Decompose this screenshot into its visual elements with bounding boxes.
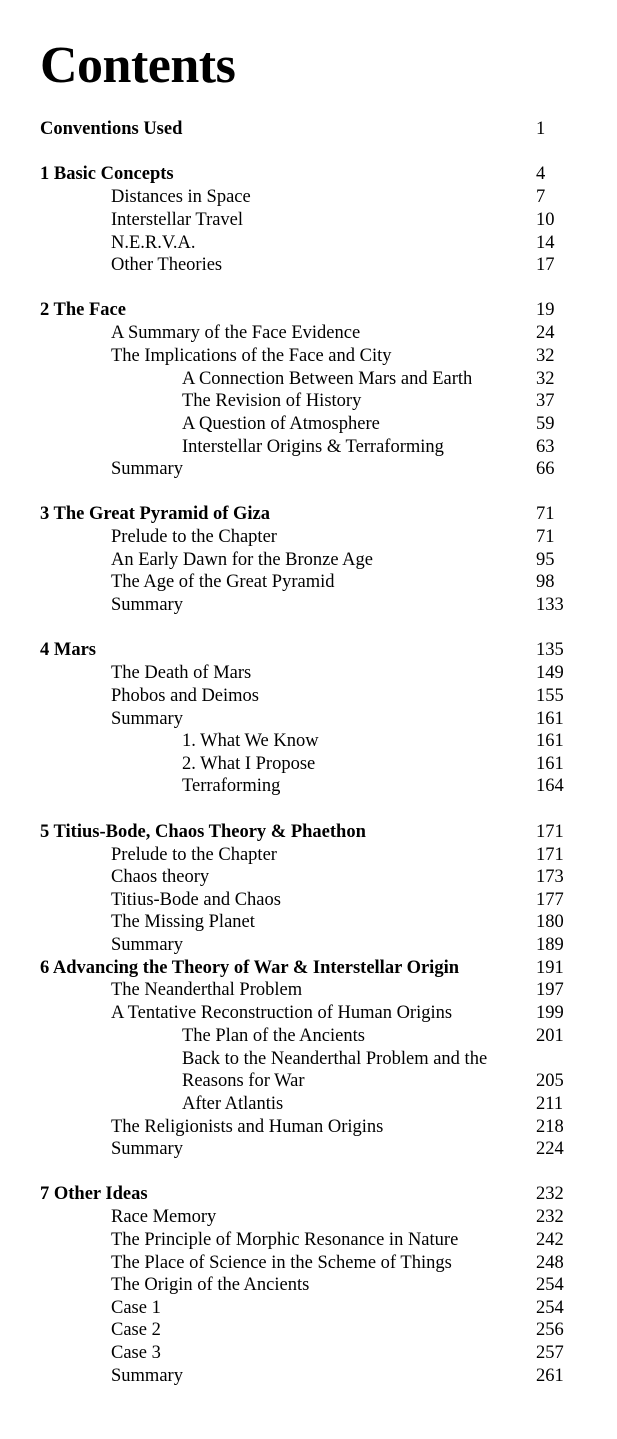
toc-entry-title: 7 Other Ideas <box>40 1184 148 1204</box>
toc-page-number: 256 <box>536 1320 564 1340</box>
toc-entry-row <box>0 254 617 277</box>
toc-entry-row <box>0 753 617 776</box>
toc-entry-row <box>0 1093 617 1116</box>
toc-page-number: 205 <box>536 1071 564 1091</box>
toc-entry-row <box>0 775 617 798</box>
toc-entry-row <box>0 186 617 209</box>
toc-entry-title: After Atlantis <box>182 1094 284 1114</box>
toc-entry-title: Summary <box>111 459 183 479</box>
toc-entry-title: A Connection Between Mars and Earth <box>182 369 473 389</box>
toc-entry-row <box>0 866 617 889</box>
toc-entry-title: 2 The Face <box>40 300 126 320</box>
toc-page-number: 177 <box>536 890 564 910</box>
toc-page-number: 171 <box>536 845 564 865</box>
toc-entry-row <box>0 1229 617 1252</box>
toc-page-number: 71 <box>536 527 555 547</box>
toc-page-number: 218 <box>536 1117 564 1137</box>
toc-page-number: 257 <box>536 1343 564 1363</box>
toc-entry-row <box>0 934 617 957</box>
toc-entry-title: Reasons for War <box>182 1071 305 1091</box>
toc-page-number: 63 <box>536 437 555 457</box>
toc-page-number: 161 <box>536 731 564 751</box>
toc-entry-title: Summary <box>111 1366 183 1386</box>
toc-entry-row <box>0 1297 617 1320</box>
toc-entry-title: The Neanderthal Problem <box>111 980 303 1000</box>
toc-chapter-row <box>0 821 617 844</box>
toc-entry-title: Case 3 <box>111 1343 161 1363</box>
toc-entry-row <box>0 232 617 255</box>
toc-chapter-row <box>0 503 617 526</box>
toc-entry-title: 1. What We Know <box>182 731 319 751</box>
toc-entry-row <box>0 1025 617 1048</box>
toc-page-number: 161 <box>536 709 564 729</box>
toc-entry-title: The Principle of Morphic Resonance in Nature <box>111 1230 459 1250</box>
toc-entry-row <box>0 1048 617 1071</box>
toc-page-number: 254 <box>536 1275 564 1295</box>
toc-entry-title: Interstellar Travel <box>111 210 244 230</box>
toc-entry-row <box>0 1116 617 1139</box>
toc-entry-row <box>0 436 617 459</box>
toc-page-number: 98 <box>536 572 555 592</box>
toc-chapter-row <box>0 1183 617 1206</box>
toc-entry-row <box>0 1070 617 1093</box>
toc-entry-title: Case 2 <box>111 1320 161 1340</box>
toc-page-number: 173 <box>536 867 564 887</box>
toc-page-number: 261 <box>536 1366 564 1386</box>
toc-entry-title: Chaos theory <box>111 867 210 887</box>
toc-entry-title: Prelude to the Chapter <box>111 527 277 547</box>
toc-entry-title: 2. What I Propose <box>182 754 316 774</box>
toc-entry-row <box>0 549 617 572</box>
toc-page-number: 232 <box>536 1207 564 1227</box>
toc-entry-title: 1 Basic Concepts <box>40 164 174 184</box>
toc-entry-row <box>0 368 617 391</box>
toc-entry-row <box>0 571 617 594</box>
toc-page-number: 199 <box>536 1003 564 1023</box>
toc-page-number: 19 <box>536 300 555 320</box>
toc-page-number: 232 <box>536 1184 564 1204</box>
toc-entry-row <box>0 685 617 708</box>
toc-entry-title: The Place of Science in the Scheme of Things <box>111 1253 452 1273</box>
toc-page-number: 191 <box>536 958 564 978</box>
toc-entry-title: The Revision of History <box>182 391 362 411</box>
toc-page-number: 189 <box>536 935 564 955</box>
toc-entry-row <box>0 345 617 368</box>
toc-entry-row <box>0 413 617 436</box>
toc-page-number: 224 <box>536 1139 564 1159</box>
toc-entry-row <box>0 1252 617 1275</box>
toc-entry-title: Distances in Space <box>111 187 251 207</box>
toc-entry-row <box>0 1319 617 1342</box>
toc-entry-row <box>0 979 617 1002</box>
toc-entry-title: The Death of Mars <box>111 663 252 683</box>
toc-page-number: 66 <box>536 459 555 479</box>
toc-page-number: 32 <box>536 369 555 389</box>
toc-entry-row <box>0 889 617 912</box>
toc-entry-title: 3 The Great Pyramid of Giza <box>40 504 271 524</box>
toc-chapter-row <box>0 957 617 980</box>
toc-page-number: 24 <box>536 323 555 343</box>
toc-entry-title: Summary <box>111 595 183 615</box>
page-title: Contents <box>40 37 236 94</box>
toc-page-number: 211 <box>536 1094 564 1114</box>
toc-entry-title: Conventions Used <box>40 119 183 139</box>
toc-page-number: 37 <box>536 391 555 411</box>
toc-entry-row <box>0 1274 617 1297</box>
toc-entry-title: Terraforming <box>182 776 281 796</box>
toc-entry-title: The Religionists and Human Origins <box>111 1117 384 1137</box>
toc-entry-row <box>0 730 617 753</box>
toc-entry-title: 6 Advancing the Theory of War & Interstellar Origin <box>40 958 459 978</box>
toc-entry-title: Back to the Neanderthal Problem and the <box>182 1049 488 1069</box>
toc-page-number: 133 <box>536 595 564 615</box>
toc-entry-row <box>0 458 617 481</box>
toc-page-number: 14 <box>536 233 555 253</box>
toc-entry-title: The Age of the Great Pyramid <box>111 572 335 592</box>
toc-entry-title: Interstellar Origins & Terraforming <box>182 437 444 457</box>
toc-chapter-row <box>0 163 617 186</box>
toc-page-number: 17 <box>536 255 555 275</box>
toc-page-number: 7 <box>536 187 546 207</box>
toc-entry-title: The Plan of the Ancients <box>182 1026 365 1046</box>
toc-page-number: 201 <box>536 1026 564 1046</box>
toc-entry-title: Titius-Bode and Chaos <box>111 890 281 910</box>
toc-chapter-row <box>0 118 617 141</box>
toc-entry-title: Other Theories <box>111 255 223 275</box>
toc-entry-row <box>0 322 617 345</box>
toc-page-number: 155 <box>536 686 564 706</box>
toc-page-number: 10 <box>536 210 555 230</box>
toc-entry-row <box>0 1365 617 1388</box>
toc-entry-title: The Origin of the Ancients <box>111 1275 310 1295</box>
toc-chapter-row <box>0 639 617 662</box>
toc-entry-title: An Early Dawn for the Bronze Age <box>111 550 373 570</box>
toc-entry-row <box>0 1002 617 1025</box>
toc-entry-title: N.E.R.V.A. <box>111 233 196 253</box>
toc-entry-title: A Tentative Reconstruction of Human Origins <box>111 1003 453 1023</box>
toc-entry-row <box>0 1342 617 1365</box>
toc-entry-title: Summary <box>111 1139 183 1159</box>
toc-entry-row <box>0 209 617 232</box>
toc-entry-title: The Missing Planet <box>111 912 255 932</box>
toc-entry-title: Case 1 <box>111 1298 161 1318</box>
toc-page-number: 71 <box>536 504 555 524</box>
toc-page-number: 164 <box>536 776 564 796</box>
toc-chapter-row <box>0 299 617 322</box>
toc-page-number: 197 <box>536 980 564 1000</box>
toc-page-number: 248 <box>536 1253 564 1273</box>
toc-entry-row <box>0 1206 617 1229</box>
toc-entry-row <box>0 844 617 867</box>
toc-entry-title: Race Memory <box>111 1207 217 1227</box>
toc-entry-title: Summary <box>111 935 183 955</box>
toc-entry-title: Summary <box>111 709 183 729</box>
toc-page-number: 161 <box>536 754 564 774</box>
toc-entry-title: 5 Titius-Bode, Chaos Theory & Phaethon <box>40 822 366 842</box>
toc-entry-row <box>0 708 617 731</box>
toc-entry-row <box>0 526 617 549</box>
toc-page-number: 242 <box>536 1230 564 1250</box>
toc-entry-row <box>0 662 617 685</box>
toc-entry-row <box>0 911 617 934</box>
toc-entry-row <box>0 594 617 617</box>
toc-page-number: 254 <box>536 1298 564 1318</box>
toc-entry-title: Phobos and Deimos <box>111 686 259 706</box>
toc-entry-title: The Implications of the Face and City <box>111 346 392 366</box>
toc-entry-title: A Question of Atmosphere <box>182 414 380 434</box>
toc-entry-title: 4 Mars <box>40 640 96 660</box>
toc-entry-row <box>0 1138 617 1161</box>
toc-entry-title: Prelude to the Chapter <box>111 845 277 865</box>
toc-page-number: 135 <box>536 640 564 660</box>
toc-page-number: 59 <box>536 414 555 434</box>
toc-page-number: 95 <box>536 550 555 570</box>
toc-page-number: 149 <box>536 663 564 683</box>
toc-page-number: 32 <box>536 346 555 366</box>
toc-page-number: 171 <box>536 822 564 842</box>
toc-entry-row <box>0 390 617 413</box>
toc-page-number: 4 <box>536 164 546 184</box>
toc-page-number: 180 <box>536 912 564 932</box>
toc-entry-title: A Summary of the Face Evidence <box>111 323 361 343</box>
toc-page-number: 1 <box>536 119 546 139</box>
